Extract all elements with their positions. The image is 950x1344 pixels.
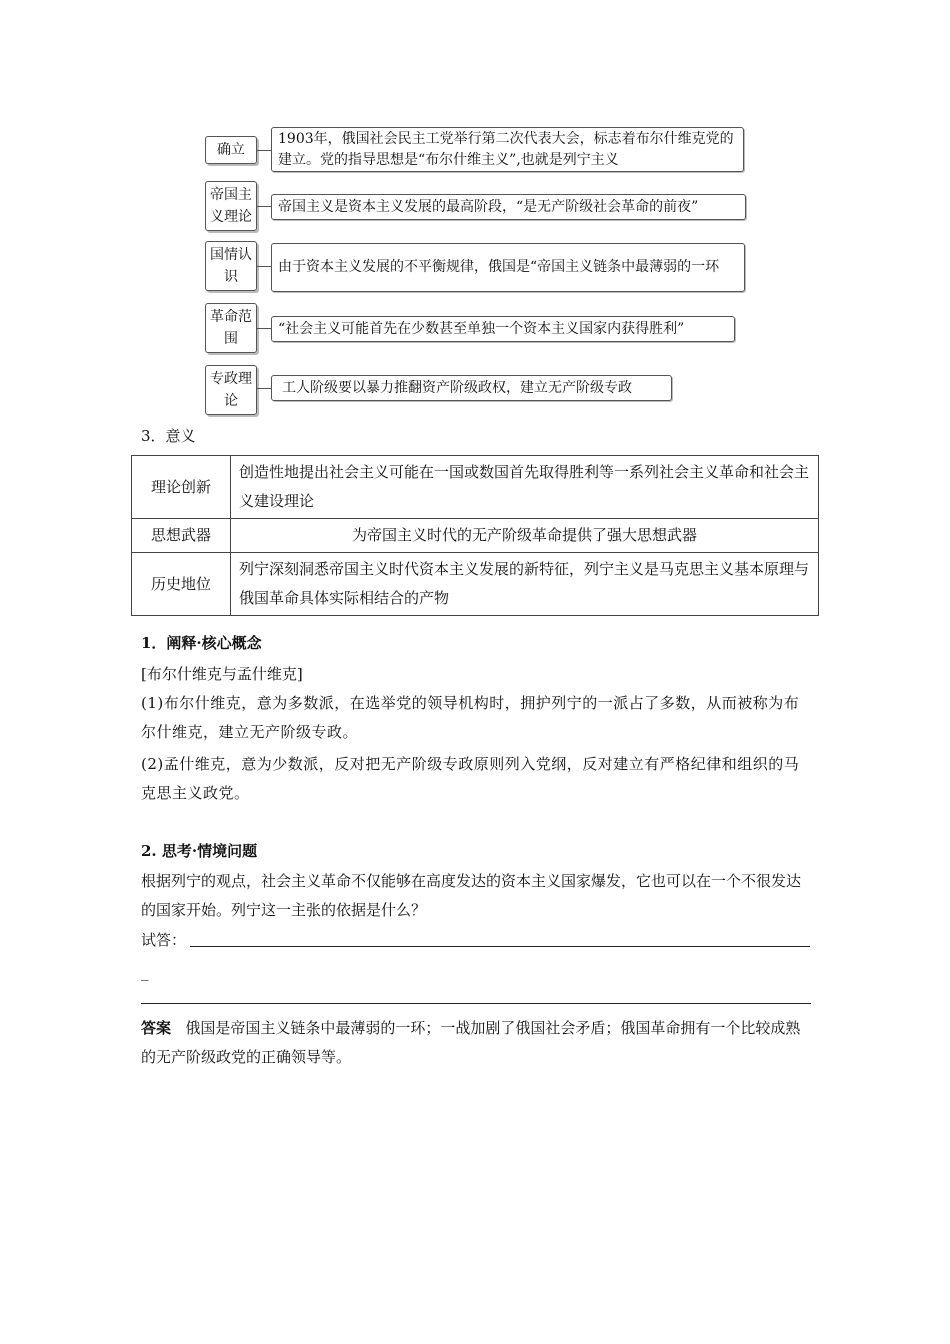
label-revolution-scope: 革命范围 [205,303,257,353]
table-row [132,553,819,616]
table-row [132,456,819,519]
content-establish: 1903年，俄国社会民主工党举行第二次代表大会，标志着布尔什维克党的建立。党的指导思想是“布尔什维主义”,也就是列宁主义 [271,127,744,172]
table-value: 为帝国主义时代的无产阶级革命提供了强大思想武器 [231,519,819,553]
answer-blank-line[interactable] [190,946,810,947]
concept-heading: 1．阐释·核心概念 [141,634,262,652]
answer-blank-mark: _ [141,963,149,981]
content-dictatorship-theory: 工人阶级要以暴力推翻资产阶级政权，建立无产阶级专政 [271,375,672,401]
connector-line [257,388,271,389]
answer-gap [171,1019,185,1037]
answer-text: 俄国是帝国主义链条中最薄弱的一环；一战加剧了俄国社会矛盾；俄国革命拥有一个比较成熟的无产阶级政党的正确领导等。 [141,1019,801,1066]
question-text: 根据列宁的观点，社会主义革命不仅能够在高度发达的资本主义国家爆发，它也可以在一个不很发达的国家开始。列宁这一主张的依据是什么？ [141,872,802,919]
content-imperialism-theory: 帝国主义是资本主义发展的最高阶段，“是无产阶级社会革命的前夜” [271,194,746,220]
table-value: 列宁深刻洞悉帝国主义时代资本主义发展的新特征，列宁主义是马克思主义基本原理与俄国革命具体实际相结合的产物 [231,553,819,616]
connector-line [257,328,271,329]
connector-line [257,206,271,207]
table-value: 创造性地提出社会主义可能在一国或数国首先取得胜利等一系列社会主义革命和社会主义建设理论 [231,456,819,519]
label-dictatorship-theory: 专政理论 [205,365,257,415]
table-key: 历史地位 [132,553,231,616]
concept-paragraph-2: (2)孟什维克，意为少数派，反对把无产阶级专政原则列入党纲，反对建立有严格纪律和组织的马克思主义政党。 [141,755,800,802]
answer-label: 答案 [141,1019,172,1037]
content-national-situation: 由于资本主义发展的不平衡规律，俄国是“帝国主义链条中最薄弱的一环 [271,243,745,292]
meaning-table [131,455,819,616]
connector-line [257,150,271,151]
table-key: 理论创新 [132,456,231,519]
answer-prompt: 试答： [141,931,187,949]
connector-line [257,266,271,267]
label-national-situation: 国情认识 [205,241,257,291]
label-imperialism-theory: 帝国主义理论 [205,181,257,231]
concept-paragraph-1: (1)布尔什维克，意为多数派，在选举党的领导机构时，拥护列宁的一派占了多数，从而被称为布尔什维克，建立无产阶级专政。 [141,694,800,741]
table-row [132,519,819,553]
table-key: 思想武器 [132,519,231,553]
answer-blank-line[interactable] [141,1003,811,1004]
concept-subheading: [布尔什维克与孟什维克] [141,665,303,683]
content-revolution-scope: “社会主义可能首先在少数甚至单独一个资本主义国家内获得胜利” [271,316,735,342]
meaning-heading: 3．意义 [141,427,196,445]
label-establish: 确立 [205,136,257,164]
answer-block [141,1014,811,1072]
question-heading: 2. 思考·情境问题 [141,842,258,860]
